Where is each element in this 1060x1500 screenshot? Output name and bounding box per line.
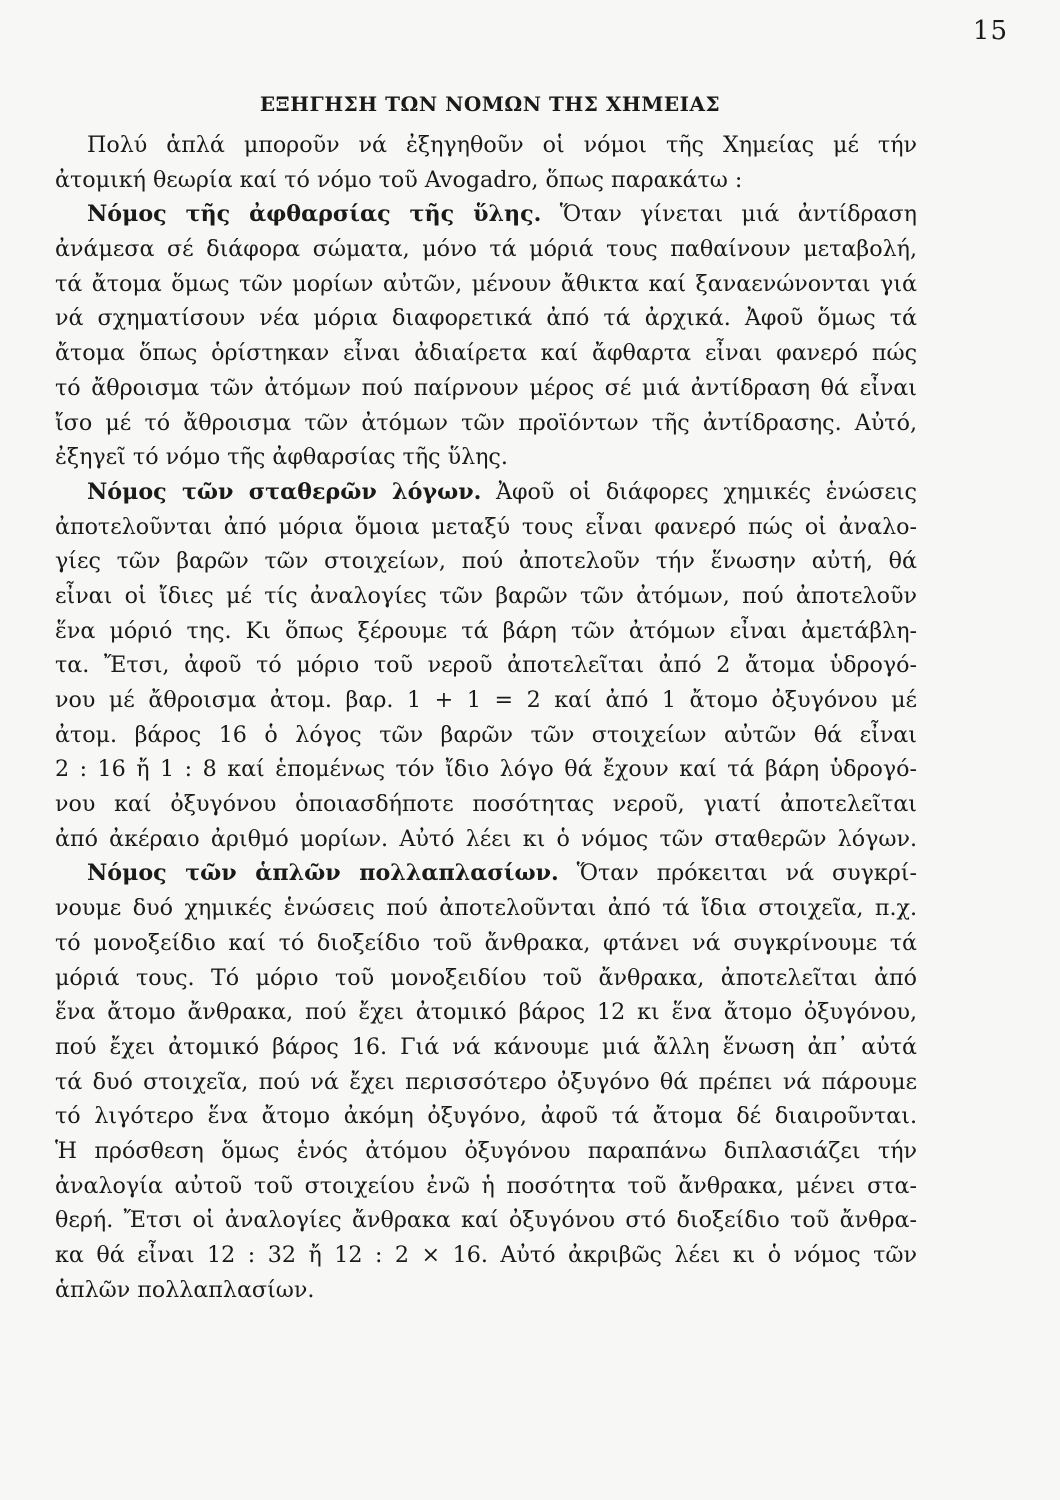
text-line — [55, 544, 917, 579]
text-line — [55, 683, 917, 718]
text-line — [55, 1238, 917, 1273]
text-line — [55, 301, 917, 336]
text-line — [55, 1065, 917, 1100]
text-line — [55, 1099, 917, 1134]
line-text: 2 : 16 ἤ 1 : 8 καί ἑπομένως τόν ἴδιο λόγο θά ἔχουν καί τά βάρη ὑδρογό- — [55, 756, 917, 783]
line-text: ἀναλογία αὐτοῦ τοῦ στοιχείου ἐνῶ ἡ ποσότητα τοῦ ἄνθρακα, μένει στα- — [55, 1172, 917, 1199]
line-text: τό μονοξείδιο καί τό διοξείδιο τοῦ ἄνθρακα, φτάνει νά συγκρίνουμε τά — [55, 929, 917, 956]
line-text: γίες τῶν βαρῶν τῶν στοιχείων, πού ἀποτελοῦν τήν ἕνωσην αὐτή, θά — [55, 548, 917, 575]
text-line — [55, 1273, 917, 1308]
line-text: ἀπό ἀκέραιο ἀριθμό μορίων. Αὐτό λέει κι ὁ νόμος τῶν σταθερῶν λόγων. — [55, 825, 917, 852]
page-number: 15 — [972, 16, 1008, 46]
line-text: νου καί ὀξυγόνου ὁποιασδήποτε ποσότητας νεροῦ, γιατί ἀποτελεῖται — [55, 791, 917, 818]
text-line — [55, 718, 917, 753]
text-line — [55, 440, 917, 475]
line-text: νά σχηματίσουν νέα μόρια διαφορετικά ἀπό τά ἀρχικά. Ἀφοῦ ὅμως τά — [55, 305, 917, 332]
line-text: τά ἄτομα ὅμως τῶν μορίων αὐτῶν, μένουν ἄθικτα καί ξαναενώνονται γιά — [55, 270, 917, 297]
line-text: τά δυό στοιχεῖα, πού νά ἔχει περισσότερο ὀξυγόνο θά πρέπει νά πάρουμε — [55, 1068, 917, 1095]
text-line — [55, 891, 917, 926]
text-line — [55, 752, 917, 787]
text-line — [55, 614, 917, 649]
text-line — [55, 856, 917, 891]
line-text: ἀνάμεσα σέ διάφορα σώματα, μόνο τά μόριά τους παθαίνουν μεταβολή, — [55, 236, 917, 263]
line-text: ἐξηγεῖ τό νόμο τῆς ἀφθαρσίας τῆς ὕλης. — [55, 444, 508, 471]
text-line — [55, 926, 917, 961]
text-line — [55, 1169, 917, 1204]
line-text: Πολύ ἁπλά μποροῦν νά ἐξηγηθοῦν οἱ νόμοι τῆς Χημείας μέ τήν — [87, 132, 917, 158]
line-text: εἶναι οἱ ἴδιες μέ τίς ἀναλογίες τῶν βαρῶν τῶν ἀτόμων, πού ἀποτελοῦν — [55, 582, 917, 609]
text-line — [55, 822, 917, 857]
line-text: Ὅταν πρόκειται νά συγκρί- — [558, 860, 917, 887]
text-line — [55, 648, 917, 683]
text-line — [55, 1030, 917, 1065]
line-text: ἀτομική θεωρία καί τό νόμο τοῦ Avogadro, ὅπως παρακάτω : — [55, 166, 743, 193]
line-text: ἁπλῶν πολλαπλασίων. — [55, 1276, 315, 1303]
text-line — [55, 163, 917, 198]
line-text: μόριά τους. Τό μόριο τοῦ μονοξειδίου τοῦ ἄνθρακα, ἀποτελεῖται ἀπό — [55, 964, 917, 991]
text-line — [55, 128, 917, 163]
text-line — [55, 197, 917, 232]
line-text: Ἡ πρόσθεση ὅμως ἑνός ἀτόμου ὀξυγόνου παραπάνω διπλασιάζει τήν — [55, 1137, 917, 1164]
law-heading: Νόμος τῶν ἁπλῶν πολλαπλασίων. — [87, 860, 559, 887]
text-line — [55, 787, 917, 822]
line-text: Ὅταν γίνεται μιά ἀντίδραση — [541, 201, 917, 228]
text-line — [55, 961, 917, 996]
text-line — [55, 267, 917, 302]
line-text: ἄτομα ὅπως ὁρίστηκαν εἶναι ἀδιαίρετα καί ἄφθαρτα εἶναι φανερό πώς — [55, 340, 917, 367]
text-line — [55, 995, 917, 1030]
line-text: νου μέ ἄθροισμα ἀτομ. βαρ. 1 + 1 = 2 καί ἀπό 1 ἄτομο ὀξυγόνου μέ — [55, 687, 917, 713]
text-line — [55, 1134, 917, 1169]
line-text: θερή. Ἔτσι οἱ ἀναλογίες ἄνθρακα καί ὀξυγόνου στό διοξείδιο τοῦ ἄνθρα- — [55, 1207, 917, 1234]
line-text: Ἀφοῦ οἱ διάφορες χημικές ἑνώσεις — [481, 478, 917, 505]
line-text: νουμε δυό χημικές ἑνώσεις πού ἀποτελοῦνται ἀπό τά ἴδια στοιχεῖα, π.χ. — [55, 895, 917, 922]
body-text — [55, 128, 917, 1307]
text-line — [55, 371, 917, 406]
page-body — [55, 92, 917, 1307]
text-line — [55, 579, 917, 614]
text-line — [55, 406, 917, 441]
law-heading: Νόμος τῶν σταθερῶν λόγων. — [87, 478, 482, 505]
line-text: κα θά εἶναι 12 : 32 ἤ 12 : 2 × 16. Αὐτό ἀκριβῶς λέει κι ὁ νόμος τῶν — [55, 1242, 917, 1268]
text-line — [55, 475, 917, 510]
law-heading: Νόμος τῆς ἀφθαρσίας τῆς ὕλης. — [87, 201, 542, 228]
line-text: τό λιγότερο ἕνα ἄτομο ἀκόμη ὀξυγόνο, ἀφοῦ τά ἄτομα δέ διαιροῦνται. — [55, 1103, 917, 1130]
line-text: τό ἄθροισμα τῶν ἀτόμων πού παίρνουν μέρος σέ μιά ἀντίδραση θά εἶναι — [55, 374, 917, 401]
text-line — [55, 510, 917, 545]
page-title: ΕΞΗΓΗΣΗ ΤΩΝ ΝΟΜΩΝ ΤΗΣ ΧΗΜΕΙΑΣ — [259, 92, 721, 116]
line-text: ἀτομ. βάρος 16 ὁ λόγος τῶν βαρῶν τῶν στοιχείων αὐτῶν θά εἶναι — [55, 721, 917, 748]
line-text: πού ἔχει ἀτομικό βάρος 16. Γιά νά κάνουμε μιά ἄλλη ἕνωση ἀπ᾽ αὐτά — [55, 1033, 917, 1060]
line-text: ἀποτελοῦνται ἀπό μόρια ὅμοια μεταξύ τους εἶναι φανερό πώς οἱ ἀναλο- — [55, 513, 917, 540]
line-text: ἕνα ἄτομο ἄνθρακα, πού ἔχει ἀτομικό βάρος 12 κι ἕνα ἄτομο ὀξυγόνου, — [55, 999, 917, 1026]
text-line — [55, 1203, 917, 1238]
line-text: ἴσο μέ τό ἄθροισμα τῶν ἀτόμων τῶν προϊόντων τῆς ἀντίδρασης. Αὐτό, — [55, 409, 917, 436]
text-line — [55, 232, 917, 267]
line-text: ἕνα μόριό της. Κι ὅπως ξέρουμε τά βάρη τῶν ἀτόμων εἶναι ἀμετάβλη- — [55, 617, 917, 644]
line-text: τα. Ἔτσι, ἀφοῦ τό μόριο τοῦ νεροῦ ἀποτελεῖται ἀπό 2 ἄτομα ὑδρογό- — [55, 652, 917, 679]
text-line — [55, 336, 917, 371]
